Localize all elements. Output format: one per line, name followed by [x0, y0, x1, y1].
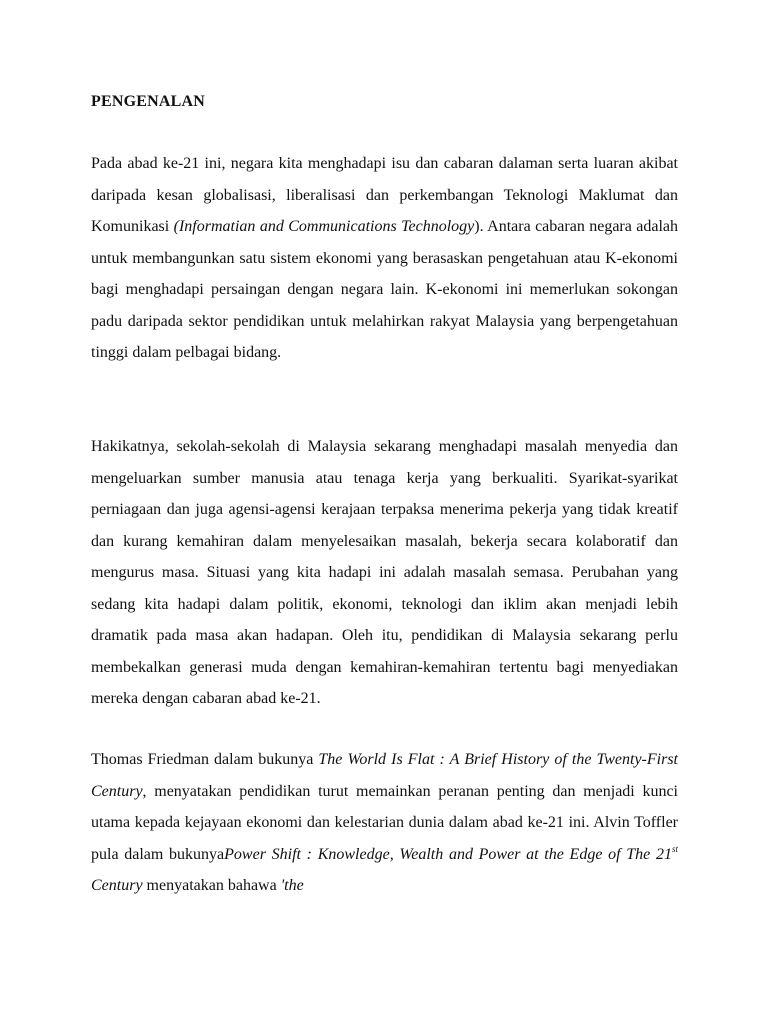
ordinal-superscript: st: [671, 843, 678, 854]
paragraph-3-text-a: Thomas Friedman dalam bukunya: [91, 751, 319, 768]
paragraph-3-text-b: , menyatakan pendidikan turut memainkan peranan penting dan menjadi kunci utama kepada kejayaan ekonomi dan kelestarian dunia dalam abad ke-21 ini. Alvin Toffler pula dalam bukunya: [91, 782, 678, 863]
paragraph-1: [91, 148, 678, 369]
book-title-power-shift-part-a: Power Shift : Knowledge, Wealth and Power at the Edge of The 21: [224, 845, 672, 863]
book-title-world-is-flat: The World Is Flat : A Brief History of the Twenty-First Century: [91, 751, 678, 800]
paragraph-2: Hakikatnya, sekolah-sekolah di Malaysia sekarang menghadapi masalah menyedia dan mengeluarkan sumber manusia atau tenaga kerja yang berkualiti. Syarikat-syarikat perniagaan dan juga agensi-agensi kerajaan terpaksa menerima pekerja yang tidak kreatif dan kurang kemahiran dalam menyelesaikan masalah, bekerja secara kolaboratif dan mengurus masa. Situasi yang kita hadapi ini adalah masalah semasa. Perubahan yang sedang kita hadapi dalam politik, ekonomi, teknologi dan iklim akan menjadi lebih dramatik pada masa akan hadapan. Oleh itu, pendidikan di Malaysia sekarang perlu membekalkan generasi muda dengan kemahiran-kemahiran tertentu bagi menyediakan mereka dengan cabaran abad ke-21.: [91, 438, 678, 707]
book-title-power-shift-part-b: Century: [91, 877, 143, 894]
paragraph-3: [91, 744, 678, 902]
paragraph-1-text-a: Pada abad ke-21 ini, negara kita menghadapi isu dan cabaran dalaman serta luaran akibat daripada kesan globalisasi, liberalisasi dan perkembangan Teknologi Maklumat dan Komunikasi: [91, 155, 678, 235]
paragraph-1-italic-term: (Informatian and Communications Technology: [173, 218, 475, 235]
paragraph-3-text-c: menyatakan bahawa: [142, 877, 281, 894]
paragraph-1-text-b: ). Antara cabaran negara adalah untuk membangunkan satu sistem ekonomi yang berasaskan pengetahuan atau K-ekonomi bagi menghadapi persaingan dengan negara lain. K-ekonomi ini memerlukan sokongan padu daripada sektor pendidikan untuk melahirkan rakyat Malaysia yang berpengetahuan tinggi dalam pelbagai bidang.: [91, 218, 679, 361]
quote-start: 'the: [280, 877, 304, 894]
section-heading: PENGENALAN: [91, 93, 206, 110]
